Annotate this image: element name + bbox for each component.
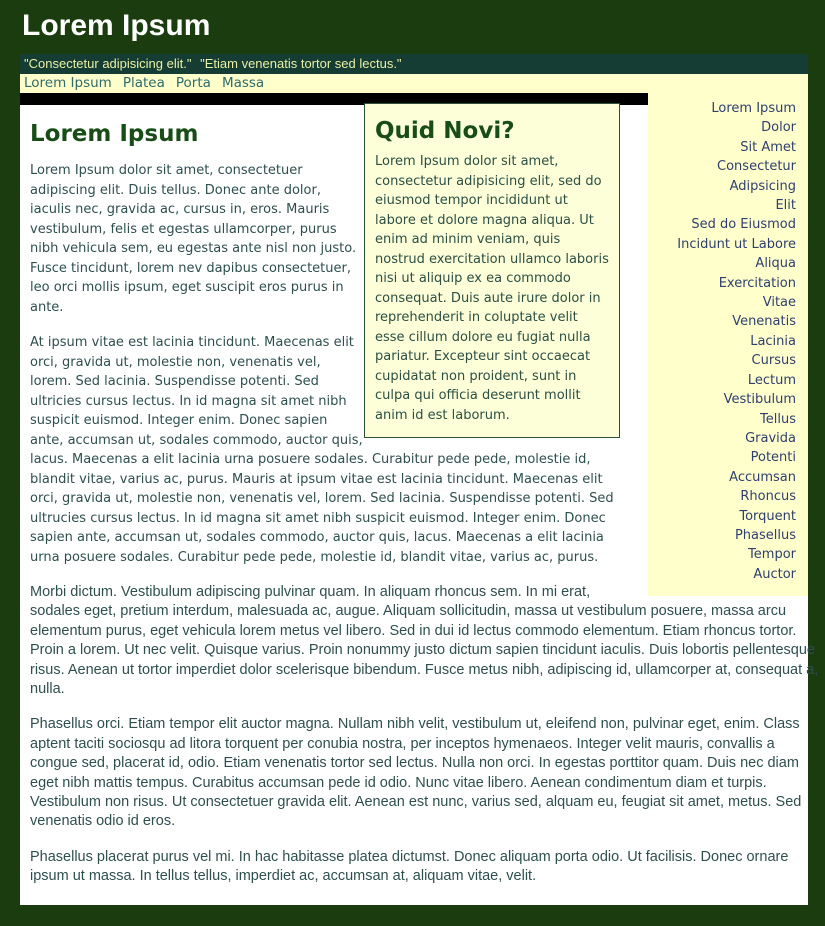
nav-link[interactable]: Massa: [221, 75, 265, 91]
sidebar-link[interactable]: Incidunt ut Labore: [677, 236, 796, 252]
sidebar-link[interactable]: Auctor: [753, 566, 796, 582]
nav-link[interactable]: Porta: [175, 75, 211, 91]
news-box-heading: Quid Novi?: [375, 118, 515, 144]
page-title: Lorem Ipsum: [22, 9, 211, 42]
sidebar-link[interactable]: Venenatis: [732, 314, 796, 330]
paragraph-2: At ipsum vitae est lacinia tincidunt. Maecenas elit orci, gravida ut, molestie non, venenatis vel, lorem. Sed lacinia. Suspendisse potenti. Sed ultricies cursus lectus. In id magna sit amet nibh suspicit euismod. Integer enim. Donec sapien ante, accumsan ut, sodales commodo, auctor quis, lacus. Maecenas a elit lacinia urna posuere sodales. Curabitur pede pede, molestie id, blandit vitae, varius ac, purus. Mauris at ipsum vitae est lacinia tincidunt. Maecenas elit orci, gravida ut, molestie non, venenatis vel, lorem. Sed lacinia. Suspendisse potenti. Sed ultrucies cursus lectus. In id magna sit amet nibh suspicit euismod. Integer enim. Donec sapien ante, accumsan ut, sodales commodo, auctor quis, lacus. Maecenas a elit lacinia urna posuere sodales. Curabitur pede pede, molestie id, blandit vitae, varius ac, purus.: [30, 335, 614, 565]
nav-link[interactable]: Platea: [122, 75, 165, 91]
nav-link[interactable]: Lorem Ipsum: [24, 75, 112, 91]
sidebar-link[interactable]: Rhoncus: [740, 489, 796, 505]
sidebar-link[interactable]: Aliqua: [755, 256, 796, 272]
sidebar-link[interactable]: Consectetur: [717, 159, 796, 175]
sidebar-link[interactable]: Dolor: [761, 120, 796, 136]
sidebar-link[interactable]: Lorem Ipsum: [711, 101, 796, 116]
sidebar-link[interactable]: Tellus: [760, 411, 796, 427]
paragraph-1: Lorem Ipsum dolor sit amet, consectetuer adipiscing elit. Duis tellus. Donec ante dolor, iaculis nec, gravida ac, cursus in, eros. Mauris vestibulum, felis et egestas ullamcorper, purus nibh vehicula sem, eu egestas ante nisl non justo. Fusce tincidunt, lorem nev dapibus consectetuer, leo orci mollis ipsum, eget suscipit eros purus in ante.: [30, 163, 357, 315]
quote-text-1: "Consectetur adipisicing elit.": [24, 56, 192, 71]
sidebar-nav: [648, 93, 808, 596]
sidebar-link[interactable]: Cursus: [751, 353, 796, 369]
sidebar-link[interactable]: Vestibulum: [723, 392, 796, 408]
quote-text-2: "Etiam venenatis tortor sed lectus.": [200, 56, 402, 71]
sidebar-link[interactable]: Exercitation: [718, 275, 796, 291]
nav-bar: [20, 74, 808, 93]
news-box-text: Lorem Ipsum dolor sit amet, consectetur adipisicing elit, sed do eiusmod tempor incididunt ut labore et dolore magna aliqua. Ut enim ad minim veniam, quis nostrud exercitation ullamco laboris nisi ut aliquip ex ea commodo consequat. Duis aute irure dolor in reprehenderit in coluptate velit esse cillum dolore eu fugiat nulla pariatur. Excepteur sint occaecat cupidatat non proident, sunt in culpa qui officia deserunt mollit anim id est laborum.: [375, 154, 609, 423]
paragraph-5: Phasellus placerat purus vel mi. In hac habitasse platea dictumst. Donec aliquam porta odio. Ut facilisis. Donec ornare ipsum ut massa. In tellus tellus, imperdiet ac, accumsan at, aliquam vitae, velit.: [30, 848, 789, 885]
sidebar-link[interactable]: Vitae: [762, 295, 796, 311]
sidebar-link[interactable]: Elit: [775, 198, 796, 214]
sidebar-link[interactable]: Lectum: [747, 372, 796, 388]
sidebar-link[interactable]: Adipsicing: [729, 178, 796, 194]
paragraph-3: Morbi dictum. Vestibulum adipiscing pulvinar quam. In aliquam rhoncus sem. In mi erat, sodales eget, pretium interdum, malesuada ac, augue. Aliquam sollicitudin, massa ut vestibulum posuere, massa arcu elementum purus, eget vehicula lorem metus vel libero. Sed in dui id lectus commodo elementum. Etiam rhoncus tortor. Proin a lorem. Ut nec velit. Quisque varius. Proin nonummy justo dictum sapien tincidunt iaculis. Duis lobortis pellentesque risus. Aenean ut tortor imperdiet dolor scelerisque bibendum. Fusce metus nibh, adipiscing id, ullamcorper at, consequat a, nulla.: [30, 584, 819, 698]
sidebar-link[interactable]: Accumsan: [729, 469, 796, 485]
sidebar-link[interactable]: Sed do Eiusmod: [691, 217, 796, 233]
news-box: [364, 103, 620, 438]
paragraph-4: Phasellus orci. Etiam tempor elit auctor magna. Nullam nibh velit, vestibulum ut, eleifend non, pulvinar eget, enim. Class aptent taciti sociosqu ad litora torquent per conubia nostra, per inceptos hymenaeos. Integer velit mauris, convallis a congue sed, placerat id, odio. Etiam venenatis tortor sed lectus. Nulla non orci. In egestas porttitor quam. Duis nec diam eget nibh mattis tempus. Curabitus accumsan pede id odio. Nunc vitae libero. Aenean condimentum diam et turpis. Vestibulum non risus. Ut consectetuer gravida elit. Aenean est nunc, varius sed, alquam eu, feugiat sit amet, metus. Sed venenatis odio id eros.: [30, 716, 802, 830]
sidebar-link[interactable]: Phasellus: [734, 527, 796, 543]
sidebar-link[interactable]: Torquent: [739, 508, 796, 524]
sidebar-link[interactable]: Lacinia: [750, 333, 796, 349]
sidebar-link[interactable]: Gravida: [745, 430, 796, 446]
content-heading: Lorem Ipsum: [30, 121, 199, 147]
sidebar-link[interactable]: Potenti: [750, 450, 796, 466]
quote-bar: [20, 54, 808, 74]
sidebar-link[interactable]: Tempor: [748, 547, 796, 563]
sidebar-link[interactable]: Sit Amet: [740, 139, 796, 155]
main-content: [20, 93, 819, 905]
